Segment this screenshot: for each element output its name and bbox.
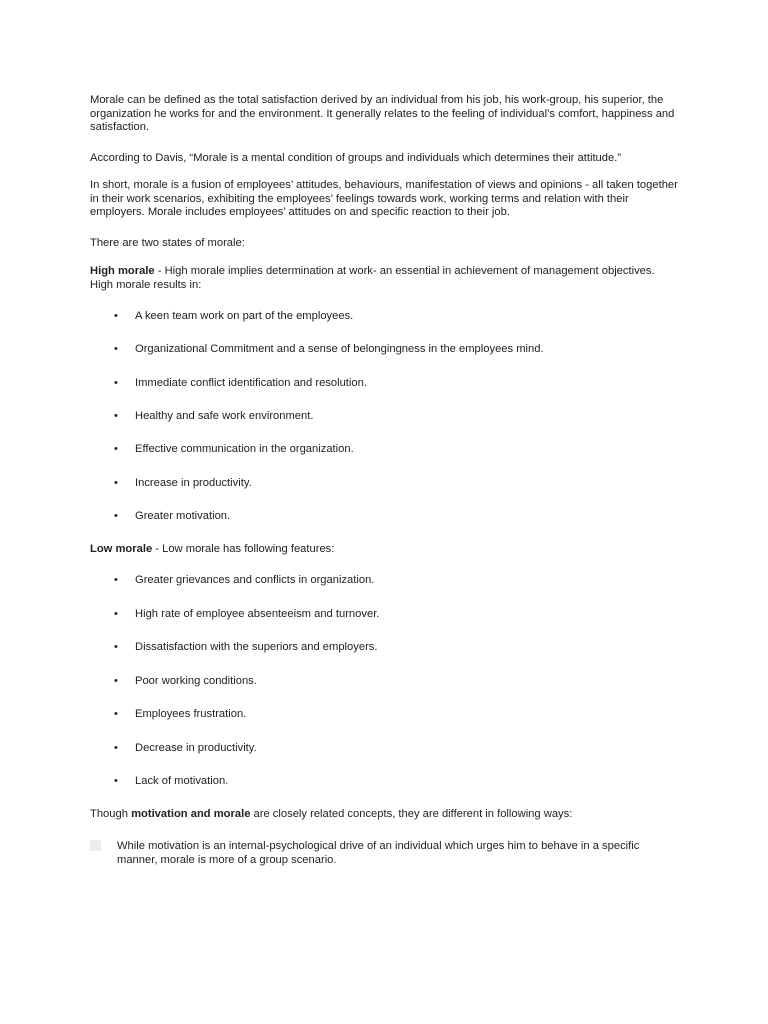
list-item-text: Decrease in productivity. xyxy=(135,741,257,754)
paragraph-fusion: In short, morale is a fusion of employees’ attitudes, behaviours, manifestation of views and opinions - all taken together in their work scenarios, exhibiting the employees’ feelings towards work, working terms and relation with their employers. Morale includes employees’ attitudes on and specific reaction to their job. xyxy=(90,179,678,219)
bullet-icon: • xyxy=(114,310,118,322)
bullet-icon: • xyxy=(114,343,118,356)
list-item-text: Immediate conflict identification and resolution. xyxy=(135,376,367,389)
list-item-text: Greater grievances and conflicts in organization. xyxy=(135,574,375,586)
comparison-point-1: While motivation is an internal-psychological drive of an individual which urges him to behave in a specific manner, morale is more of a group scenario. xyxy=(117,840,640,866)
paragraph-definition: Morale can be defined as the total satisfaction derived by an individual from his job, his work-group, his superior, the organization he works for and the environment. It generally relates to the feeling of individual’s comfort, happiness and satisfaction. xyxy=(90,94,675,134)
bullet-icon: • xyxy=(114,607,118,620)
list-item-text: Organizational Commitment and a sense of belongingness in the employees mind. xyxy=(135,343,544,356)
comparison-bold: motivation and morale xyxy=(131,808,251,820)
high-morale-heading: High morale xyxy=(90,265,155,277)
low-morale-heading: Low morale xyxy=(90,543,153,555)
list-item-text: Increase in productivity. xyxy=(135,476,252,489)
comparison-suffix: are closely related concepts, they are different in following ways: xyxy=(250,808,573,820)
bullet-icon: • xyxy=(114,376,118,389)
bullet-icon: • xyxy=(114,409,118,422)
bullet-icon: • xyxy=(114,708,118,720)
bullet-icon: • xyxy=(114,574,118,586)
list-item-text: Dissatisfaction with the superiors and employers. xyxy=(135,641,378,653)
bullet-icon: • xyxy=(114,741,118,754)
list-item-text: Healthy and safe work environment. xyxy=(135,409,314,422)
bullet-icon: • xyxy=(114,674,118,687)
comparison-prefix: Though xyxy=(90,808,132,820)
bullet-icon: • xyxy=(114,476,118,489)
high-morale-description: - High morale implies determination at work- an essential in achievement of management objectives. High morale results in: xyxy=(90,265,655,291)
low-morale-description: - Low morale has following features: xyxy=(152,543,335,555)
list-item-text: Poor working conditions. xyxy=(135,674,257,687)
list-item-text: Lack of motivation. xyxy=(135,775,229,787)
list-item-text: Employees frustration. xyxy=(135,708,247,720)
paragraph-two-states: There are two states of morale: xyxy=(90,237,245,249)
list-item-text: Greater motivation. xyxy=(135,509,231,522)
list-marker-square xyxy=(90,840,101,851)
paragraph-high-morale xyxy=(90,265,680,292)
bullet-icon: • xyxy=(114,775,118,787)
bullet-icon: • xyxy=(114,641,118,653)
list-item-text: Effective communication in the organization. xyxy=(135,443,354,456)
paragraph-low-morale xyxy=(90,543,680,557)
paragraph-comparison-intro xyxy=(90,808,680,822)
list-item-text: A keen team work on part of the employees. xyxy=(135,310,354,322)
bullet-icon: • xyxy=(114,443,118,456)
bullet-icon: • xyxy=(114,509,118,522)
paragraph-davis-quote: According to Davis, “Morale is a mental condition of groups and individuals which determines their attitude.” xyxy=(90,152,622,164)
list-item-text: High rate of employee absenteeism and turnover. xyxy=(135,607,380,620)
